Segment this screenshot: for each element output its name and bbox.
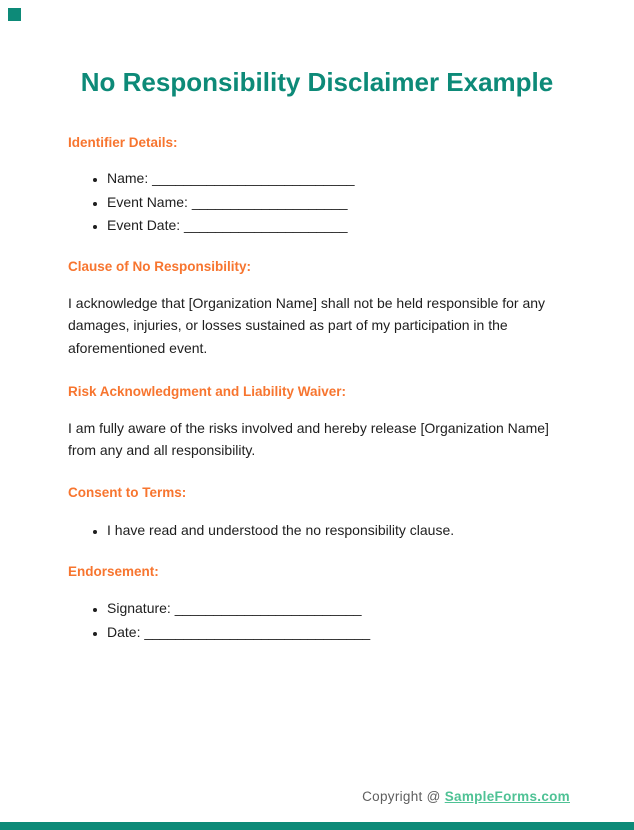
paragraph-line: from any and all responsibility.: [68, 442, 256, 459]
consent-list: [68, 519, 566, 543]
footer-copyright: [362, 789, 570, 804]
field-line-name: • Name: __________________________: [107, 167, 566, 191]
identifier-details-list: [68, 167, 566, 238]
sampleforms-link[interactable]: SampleForms.com: [444, 789, 570, 804]
paragraph-line: damages, injuries, or losses sustained as part of my participation in the: [68, 317, 508, 334]
clause-paragraph: [68, 292, 578, 359]
section-heading-consent-to-terms: Consent to Terms:: [68, 485, 187, 500]
section-heading-risk-acknowledgment: Risk Acknowledgment and Liability Waiver:: [68, 384, 347, 399]
footer-accent-bar: [0, 822, 634, 830]
risk-paragraph: [68, 417, 578, 462]
section-heading-identifier-details: Identifier Details:: [68, 135, 178, 150]
page-title: No Responsibility Disclaimer Example: [80, 67, 554, 97]
section-heading-clause-of-no-responsibility: Clause of No Responsibility:: [68, 259, 252, 274]
section-heading-endorsement: Endorsement:: [68, 564, 159, 579]
copyright-text: Copyright @: [362, 789, 445, 804]
paragraph-line: I acknowledge that [Organization Name] shall not be held responsible for any: [68, 295, 546, 311]
paragraph-line: I am fully aware of the risks involved and hereby release [Organization Name]: [68, 420, 549, 436]
brand-logo-square-icon: [8, 8, 21, 21]
consent-statement: • I have read and understood the no responsibility clause.: [107, 519, 566, 543]
field-line-date: • Date: _____________________________: [107, 621, 566, 645]
field-line-event-date: • Event Date: _____________________: [107, 214, 566, 238]
field-line-event-name: • Event Name: ____________________: [107, 191, 566, 215]
field-line-signature: • Signature: ________________________: [107, 597, 566, 621]
paragraph-line: aforementioned event.: [68, 339, 208, 356]
endorsement-list: [68, 597, 566, 644]
